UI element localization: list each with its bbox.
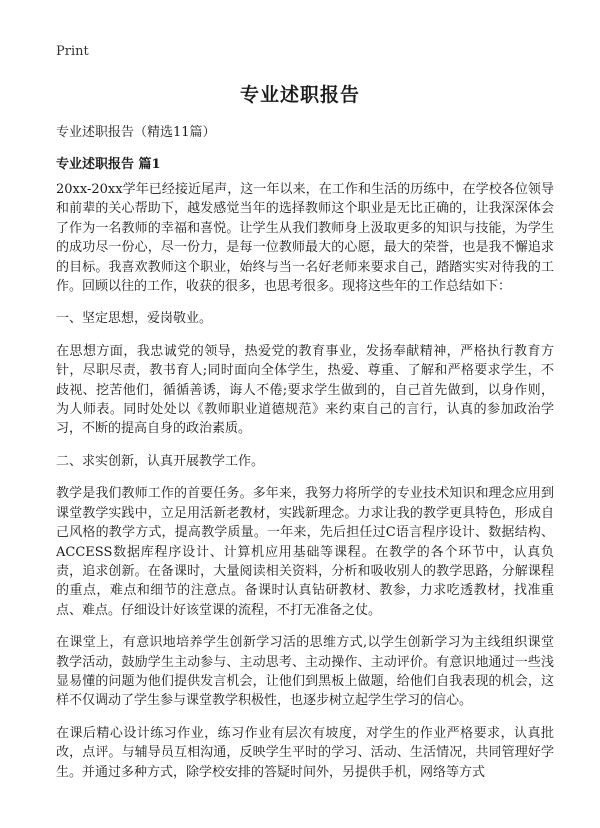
subheading-1: 一、坚定思想，爱岗敬业。 (56, 311, 213, 327)
document-body (56, 180, 554, 795)
document-title: 专业述职报告 (239, 84, 360, 106)
subheading-2: 二、求实创新，认真开展教学工作。 (56, 453, 265, 469)
print-link[interactable]: Print (56, 44, 89, 59)
paragraph-teaching: 教学是我们教师工作的首要任务。多年来，我努力将所学的专业技术知识和理念应用到课堂教学实践中，立足用活新老教材，实践新理念。力求让我的教学更具特色，形成自己风格的教学方式，提高教学质量。一年来，先后担任过C语言程序设计、数据结构、ACCESS数据库程序设计、计算机应用基础等课程。在教学的各个环节中，认真负责，追求创新。在备课时，大量阅读相关资料，分析和吸收别人的教学思路，分解课程的重点，难点和细节的注意点。备课时认真钻研教材、教参，力求吃透教材，找准重点、难点。仔细设计好该堂课的流程，不打无准备之仗。 (56, 486, 554, 618)
paragraph-after-class: 在课后精心设计练习作业，练习作业有层次有坡度，对学生的作业严格要求，认真批改，点评。与辅导员互相沟通，反映学生平时的学习、活动、生活情况，共同管理好学生。并通过多种方式，除学校安排的答疑时间外，另提供手机，网络等方式 (56, 725, 554, 780)
paragraph-classroom: 在课堂上，有意识地培养学生创新学习活的思维方式,以学生创新学习为主线组织课堂教学活动，鼓励学生主动参与、主动思考、主动操作、主动评价。有意识地通过一些浅显易懂的问题为他们提供发言机会，让他们到黑板上做题，给他们自我表现的机会，这样不仅调动了学生参与课堂教学积极性，也逐步树立起学生学习的信心。 (56, 635, 554, 709)
paragraph-thought: 在思想方面，我忠诚党的领导，热爱党的教育事业，发扬奉献精神，严格执行教育方针，尽职尽责，教书育人;同时面向全体学生，热爱、尊重、了解和严格要求学生，不歧视、挖苦他们，循循善诱，诲人不倦;要求学生做到的，自己首先做到，以身作则，为人师表。同时处处以《教师职业道德规范》来约束自己的言行，认真的参加政治学习，不断的提高自身的政治素质。 (56, 343, 554, 437)
paragraph-intro: 20xx-20xx学年已经接近尾声，这一年以来，在工作和生活的历练中，在学校各位领导和前辈的关心帮助下，越发感觉当年的选择教师这个职业是无比正确的，让我深深体会了作为一名教师的幸福和喜悦。让学生从我们教师身上汲取更多的知识与技能，为学生的成功尽一份心，尽一份力，是每一位教师最大的心愿，最大的荣誉，也是我不懈追求的目标。我喜欢教师这个职业，始终与当一名好老师来要求自己，踏踏实实对待我的工作。回顾以往的工作，收获的很多，也思考很多。现将这些年的工作总结如下： (56, 182, 554, 295)
section-heading: 专业述职报告 篇1 (56, 157, 161, 172)
document-subtitle: 专业述职报告（精选11篇） (56, 125, 216, 140)
